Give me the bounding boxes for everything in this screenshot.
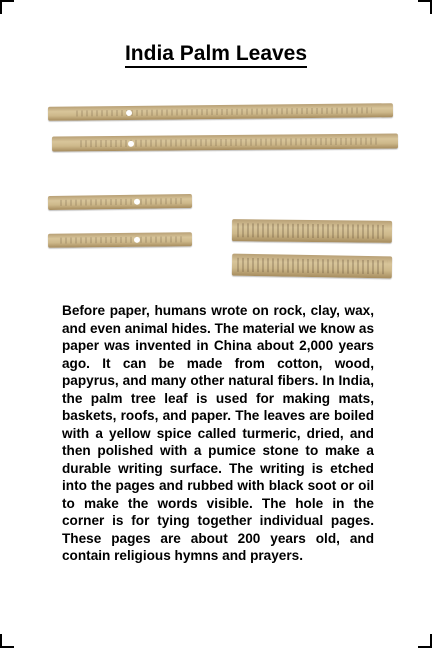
leaf-hole xyxy=(126,110,132,116)
palm-leaf xyxy=(52,133,398,151)
leaf-script xyxy=(59,198,183,206)
leaf-hole xyxy=(134,237,140,243)
palm-leaves-photo-closeup xyxy=(230,210,395,290)
description-text: Before paper, humans wrote on rock, clay, wax, and even animal hides. The material we know as paper was invented in China about 2,000 years ago. It can be made from cotton, wood, papyrus, and many other natural fibers. In India, the palm tree leaf is used for making mats, baskets, roofs, and paper. The leaves are boiled with a yellow spice called turmeric, dried, and then polished with a pumice stone to make a durable writing surface. The writing is etched into the pages and rubbed with black soot or oil to make the words visible. The hole in the corner is for tying together individual pages. These pages are about 200 years old, and contain religious hymns and prayers. xyxy=(62,303,375,563)
leaf-script xyxy=(80,138,378,147)
palm-leaf xyxy=(48,194,192,210)
leaf-script xyxy=(237,224,388,239)
crop-mark-top-left xyxy=(0,0,14,14)
leaf-script xyxy=(76,107,373,116)
crop-mark-bottom-left xyxy=(0,634,14,648)
crop-mark-top-right xyxy=(418,0,432,14)
palm-leaf xyxy=(232,219,392,243)
palm-leaves-photo-long xyxy=(48,95,398,170)
leaf-hole xyxy=(134,199,140,205)
page-title-text: India Palm Leaves xyxy=(125,42,307,68)
palm-leaf xyxy=(48,232,192,248)
leaf-script xyxy=(59,236,183,243)
page-title xyxy=(0,42,432,66)
leaf-script xyxy=(237,258,388,274)
leaf-hole xyxy=(128,140,134,146)
palm-leaf xyxy=(48,103,393,121)
palm-leaf xyxy=(232,254,392,279)
crop-mark-bottom-right xyxy=(418,634,432,648)
palm-leaves-photo-short xyxy=(44,187,194,257)
